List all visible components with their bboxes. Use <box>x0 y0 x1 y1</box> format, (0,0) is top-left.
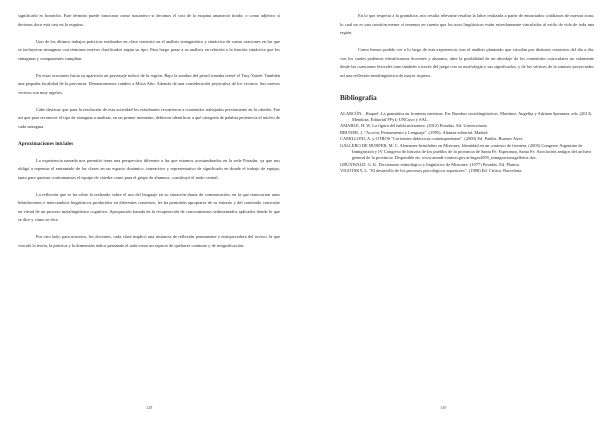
section-heading-aproximaciones: Aproximaciones iniciales <box>18 140 74 147</box>
left-paragraph-4: Cabe destacar que para la resolución de esta actividad los estudiantes recurrieron a contenidos trabajados previamente en la cátedra. Fue así que para reconocer el tipo de sintagma a analizar, en un primer momento, debieron identificar a qué categoría de palabra pertenecía el núcleo de cada sintagma. <box>18 106 280 129</box>
left-page-number: 128 <box>146 404 153 410</box>
left-paragraph-1: significado es borracho. Este término puede funcionar como sustantivo si decimos el casi de la esquina amaneció tirado; o como adjetivo si decimos doce está casi en la esquina. <box>18 13 280 27</box>
right-page-number: 130 <box>440 404 447 410</box>
right-page <box>300 0 600 424</box>
left-paragraph-2: Uno de los últimos trabajos prácticos realizados en clase consistió en el análisis sintagmático y sintáctico de varias oraciones en las que se incluyeron sintagmas con términos nuevos clasificados según su tipo. Para luego pasar a su análisis en relación a la función sintáctica que los sintagmas y componentes cumplían. <box>18 38 280 61</box>
bibliography-entry: ALARCÓN, . Raquel: La gramática en fronteras mestizas. En: Rumbos sociolingüísticos. Martínez, Angelita y Adriana Speranza, eds. (2013). Mendoza, Editorial FFyL-UNCuyo y SAL. <box>340 110 593 122</box>
left-paragraph-3: En estas oraciones hacía su aparición un personaje mítico de la región: Bajo la sombra del peruil tomaba tereré el Yasy Yateré. También una pequeña localidad de la provincia: Desmoronemos cambio a Misia Alto. Además de una consideración peyorativa de los vecinos: Sus nuevos vecinos son muy argelos. <box>18 72 280 95</box>
bibliography-entry: CAMILLONI, A. y OTROS "Corrientes didácticas contemporáneas". (2000) Ed. Paidós. Buenos Aires. <box>340 136 524 142</box>
bibliography-entry: VIGOTSKY, L. "El desarrollo de los procesos psicológicos superiores". (1988) Ed. Crítica. Barcelona. <box>340 168 523 174</box>
bibliography-entry: AMABLE, H. W. La figura del habla misionera. (2012) Posadas. Ed. Universitaria. <box>340 123 488 129</box>
bibliography-entry: GALLERO DE HURFER, M. C. Alemanes-brasileños en Misiones, Identidad en un contexto de frontera. (2005) Congreso Argentino de Inmigración y IV Congreso de historia de los pueblos de la provincia de Santa Fe. Esperanza, Santa Fe. Asociación amigos del archivo general de la provincia. Disponible en: www.amadi-context.gov.ar/inger2005_inmigracionsgalleros.doc. <box>340 142 592 161</box>
right-paragraph-1: En lo que respecta a la gramática, nos resulta relevante resaltar la labor realizada a partir de enunciados cotidianos de nuestra zona, lo cual no es una cuestión menor si tenemos en cuenta que los usos lingüísticos están estrechamente vinculados al estilo de vida de toda una región. <box>340 13 594 35</box>
right-column <box>340 12 594 175</box>
left-paragraph-5: La experiencia narrada nos permitió tener una perspectiva diferente a las que estamos acostumbrados en la sede Posadas, ya que nos obligó a repensar el entramado de las clases en un espacio dinámico, interactivo y representativo de significado en donde el trabajo de equipo, tanto para quienes conformamos el equipo de cátedra como para el grupo de alumnos, constituyó el nodo central. <box>18 157 280 180</box>
left-paragraph-7: Por otro lado, para nosotros, los docentes, cada clase implicó una instancia de reflexión permanente y enriquecedora del acervo, la que vinculó la teoría, la práctica y la dimensión áulica pensando el aula como un espacio de quehacer continuo y de resignificación. <box>18 234 280 248</box>
left-paragraph-6: La reflexión que se ha sobre la realizado sobre el uso del lenguaje en su situación diaria de comunicación, en la que transcurren unas hibridaciones e intercambios lingüísticos producidos en diferentes contextos, les ha permitido apropiarse de su entorno y del contenido curricular en virtud de un proceso metalingüístico cognitivo. Apropiación basada en la recuperación de conocimientos sedimentados aplicados donde lo que se dice y cómo se dice. <box>18 191 280 222</box>
left-column <box>18 12 280 250</box>
bibliography-entry: BRUNER, J. "Acción, Pensamiento y Lenguaje". (1995). Alianza editorial. Madrid. <box>340 129 489 135</box>
right-paragraph-2: Como hemos podido ver a lo largo de esta experiencia, tras el análisis planteado que circulan por distintos contextos del día a día, con los cuales podemos identificarnos docentes y alumnos, abre la posibilidad de un abordaje de los contenidos curriculares no solamente desde las cuestiones léxicales sino también a través del juego con su morfología y sus significados, y de los vértices de la sintaxis proyectados así una reflexión metalingüística de mayor riqueza. <box>340 47 594 78</box>
bibliography-entry: GRÜNWALD, G. K. Diccionario etimológico y lingüístico de Misiones. (1977) Posadas. Ed. Plantia. <box>340 161 520 167</box>
bibliography-list <box>340 111 594 175</box>
bibliography-heading: Bibliografía <box>340 94 377 102</box>
